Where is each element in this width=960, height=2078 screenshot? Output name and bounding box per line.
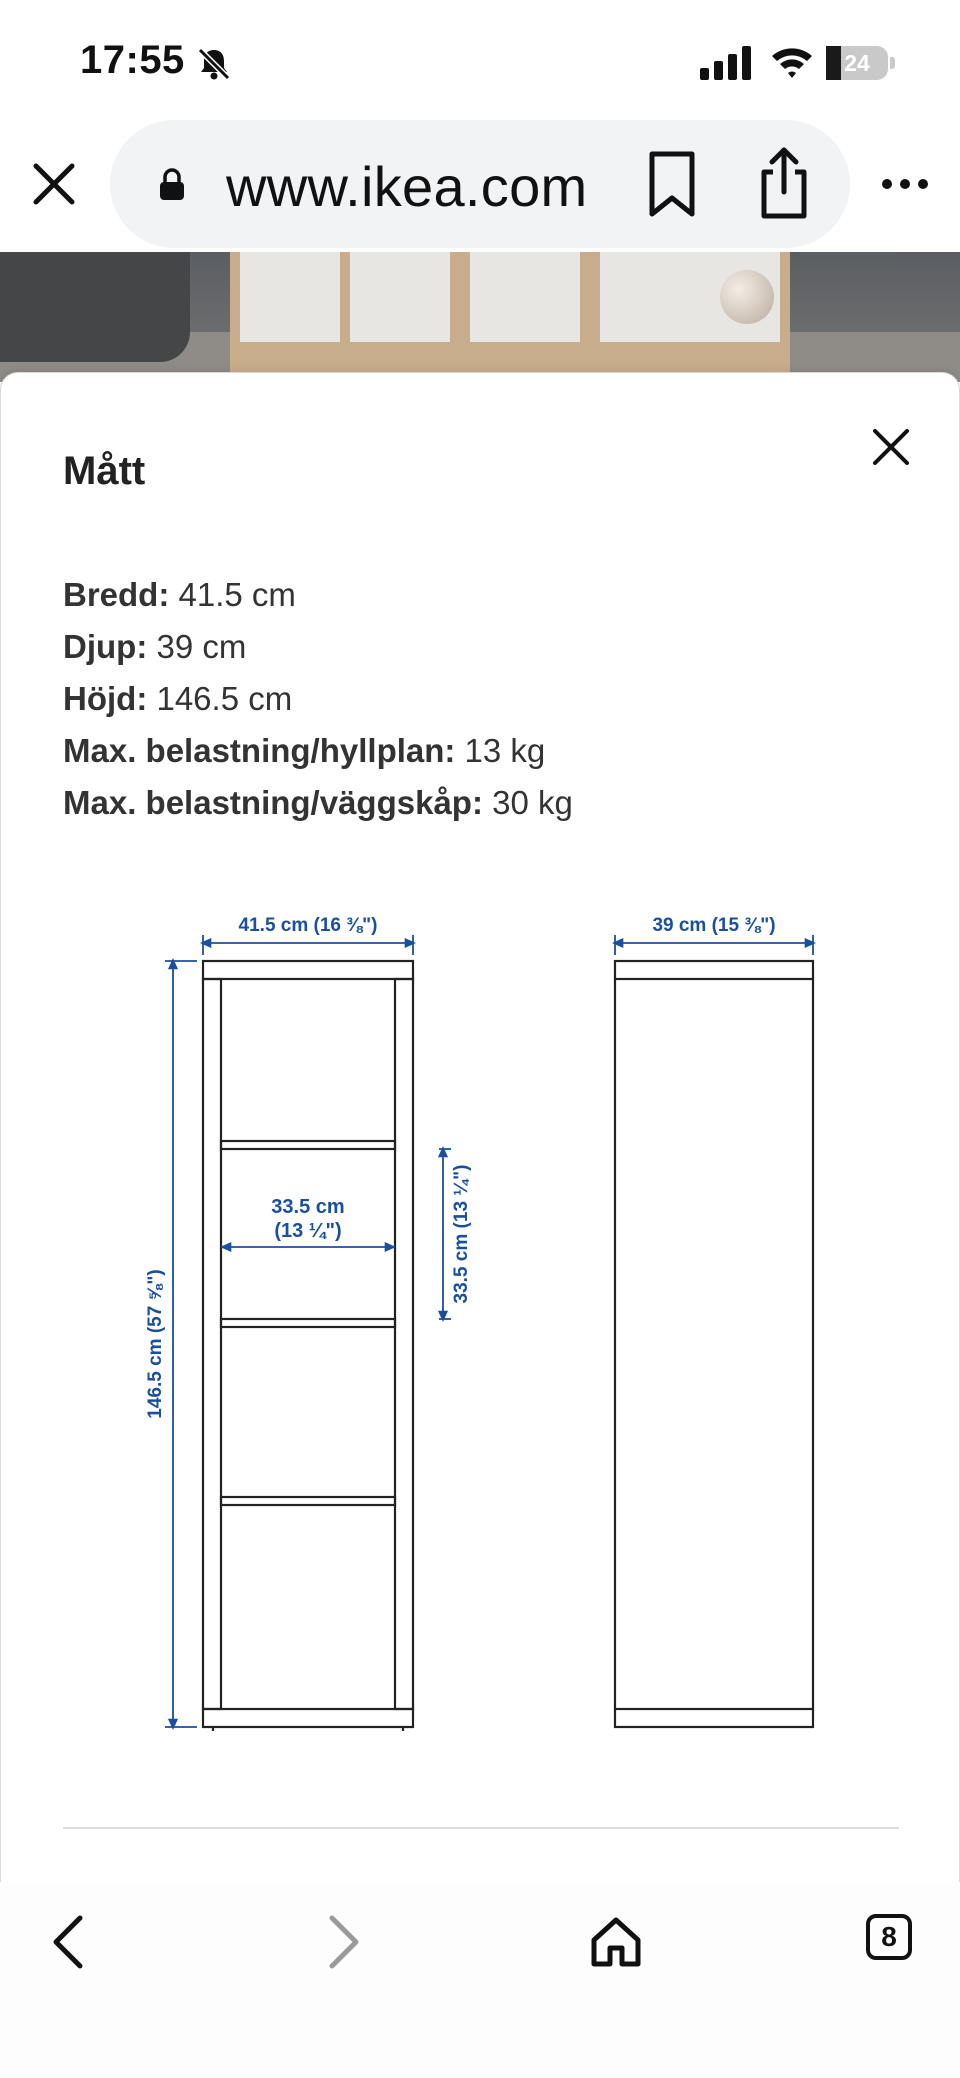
url-text: www.ikea.com	[226, 155, 588, 218]
product-photo	[0, 252, 960, 382]
inner-height-label: 33.5 cm (13 ¼")	[451, 1164, 472, 1304]
back-icon[interactable]	[40, 1912, 100, 1972]
address-bar[interactable]	[110, 120, 850, 248]
more-icon[interactable]	[880, 174, 930, 194]
status-bar	[0, 0, 960, 120]
front-view-shelf	[203, 961, 413, 1731]
browser-bar	[0, 120, 960, 252]
spec-row-max-load-shelf: Max. belastning/hyllplan: 13 kg	[63, 732, 546, 769]
spec-row-height: Höjd: 146.5 cm	[63, 680, 293, 717]
close-icon[interactable]	[869, 425, 913, 469]
battery-icon	[826, 46, 896, 80]
dimension-diagram	[121, 891, 921, 1721]
inner-width-cm-label: 33.5 cm	[271, 1196, 345, 1218]
spec-row-width: Bredd: 41.5 cm	[63, 576, 296, 613]
tabs-icon[interactable]: 8	[866, 1914, 912, 1960]
close-icon[interactable]	[30, 160, 78, 208]
side-depth-label: 39 cm (15 ⅜")	[652, 915, 776, 936]
forward-icon[interactable]	[312, 1912, 372, 1972]
status-time: 17:55	[80, 38, 185, 82]
dimensions-sheet	[0, 372, 960, 1884]
bell-slash-icon	[196, 46, 232, 82]
wifi-icon	[770, 44, 814, 80]
divider	[63, 1827, 899, 1829]
lock-icon	[158, 168, 186, 202]
spec-row-depth: Djup: 39 cm	[63, 628, 247, 665]
front-width-label: 41.5 cm (16 ⅜")	[238, 915, 378, 936]
share-icon[interactable]	[756, 146, 812, 220]
battery-level: 24	[844, 50, 870, 76]
spec-list	[63, 569, 573, 829]
side-view-shelf	[615, 961, 813, 1727]
height-label: 146.5 cm (57 ⅝")	[145, 1269, 166, 1419]
signal-icon	[700, 46, 752, 80]
home-icon[interactable]	[586, 1912, 646, 1972]
bookmark-icon[interactable]	[646, 150, 698, 218]
spec-row-max-load-wall: Max. belastning/väggskåp: 30 kg	[63, 784, 573, 821]
browser-toolbar	[0, 1882, 960, 2078]
section-title: Mått	[63, 449, 146, 493]
inner-width-in-label: (13 ¼")	[274, 1220, 342, 1242]
